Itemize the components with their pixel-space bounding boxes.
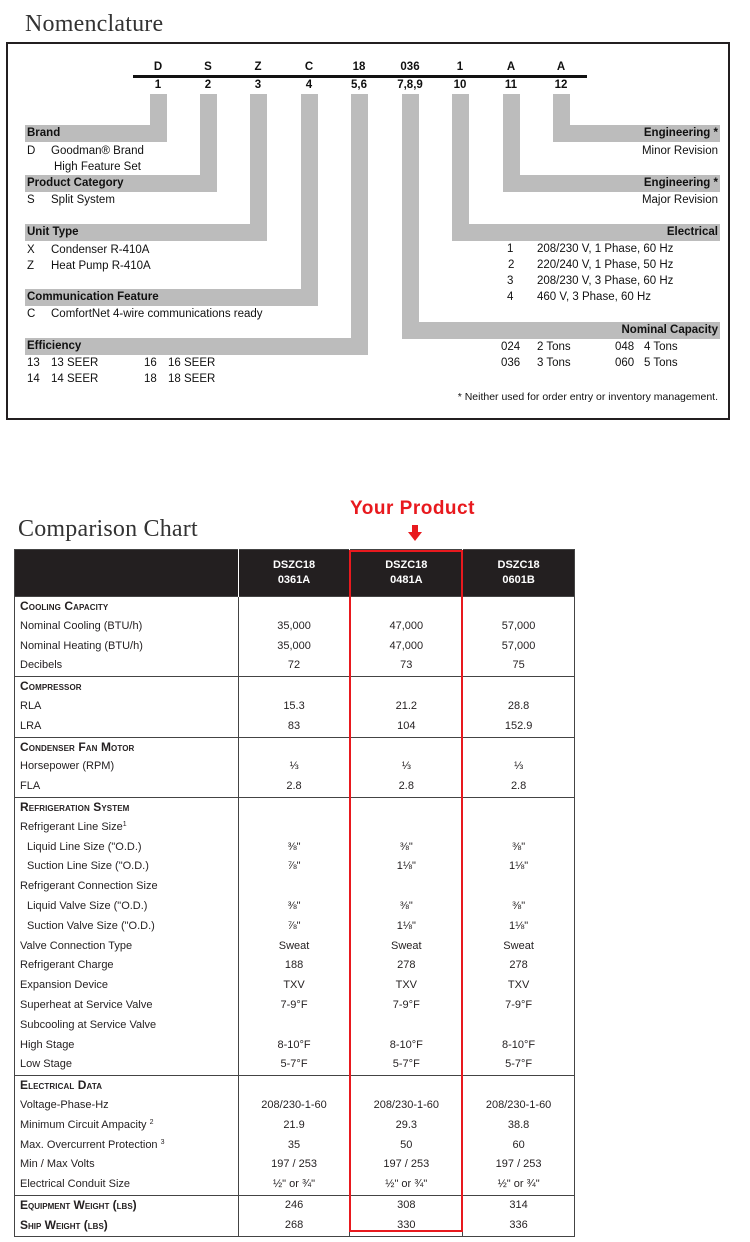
nominal-capacity-label: Nominal Capacity [621,324,718,336]
empty-cell [238,677,350,697]
value-cell [350,1016,463,1036]
code-position: 7,8,9 [397,79,423,91]
code-underline [133,75,587,78]
value-cell: 1⅛" [350,857,463,877]
table-row [15,757,575,777]
row-label-cell [15,777,239,797]
value-cell: 73 [350,656,463,676]
brand-entry [27,143,144,159]
value-cell [238,818,350,838]
row-label-cell [15,1175,239,1195]
value-cell: ⅜" [238,838,350,858]
row-label: Nominal Cooling (BTU/h) [20,619,143,632]
communication-label: Communication Feature [27,291,159,303]
value-cell: 246 [238,1195,350,1215]
table-row [15,956,575,976]
table-row [15,697,575,717]
product-category-label: Product Category [27,177,124,189]
connector-efficiency [351,94,368,355]
value-cell: ½" or ¾" [350,1175,463,1195]
row-label: Suction Line Size ("O.D.) [27,860,149,873]
empty-cell [463,737,575,757]
table-row [15,818,575,838]
table-row [15,1016,575,1036]
table-row [15,777,575,797]
entry-text: Heat Pump R-410A [51,260,151,272]
code-character: A [556,61,566,73]
value-cell: 104 [350,717,463,737]
empty-cell [463,597,575,617]
empty-cell [463,797,575,817]
entry-code: 13 [27,357,40,369]
value-cell: 35 [238,1136,350,1156]
empty-cell [463,677,575,697]
value-cell: 152.9 [463,717,575,737]
row-label: Subcooling at Service Valve [20,1018,157,1031]
empty-cell [463,1076,575,1096]
entry-text: 16 SEER [168,357,216,369]
row-label: LRA [20,719,42,732]
header-blank [15,550,239,597]
efficiency-entry [144,371,215,387]
code-character: 036 [400,61,420,73]
value-cell: ⅜" [350,838,463,858]
code-character: 1 [456,61,464,73]
entry-text: 2 Tons [537,341,571,353]
row-label: Liquid Line Size ("O.D.) [27,840,142,853]
row-label: Decibels [20,659,63,672]
entry-code: 2 [508,259,515,271]
row-label-cell [15,1136,239,1156]
value-cell [463,818,575,838]
value-cell: 208/230-1-60 [238,1096,350,1116]
value-cell [463,1016,575,1036]
footnote-marker: 3 [160,1138,165,1146]
efficiency-label: Efficiency [27,340,82,352]
empty-cell [238,797,350,817]
entry-code: 4 [507,291,514,303]
value-cell: 7-9°F [238,996,350,1016]
value-cell: 208/230-1-60 [350,1096,463,1116]
entry-code: X [27,244,35,256]
electrical-entry [507,273,673,289]
code-character: C [304,61,314,73]
row-label: Liquid Valve Size ("O.D.) [27,899,148,912]
value-cell: 314 [463,1195,575,1215]
entry-text: 208/230 V, 3 Phase, 60 Hz [537,275,674,287]
row-label-cell [15,637,239,657]
value-cell: 278 [350,956,463,976]
value-cell [238,877,350,897]
unit-type-entry [27,242,149,258]
row-label: Refrigerant Charge [20,959,114,972]
row-label: High Stage [20,1038,75,1051]
brand-label: Brand [27,127,61,139]
value-cell: 2.8 [350,777,463,797]
section-title: Condenser Fan Motor [20,739,135,754]
section-title: Electrical Data [20,1078,103,1093]
value-cell: ⅜" [238,897,350,917]
table-row [15,1036,575,1056]
table-row [15,1155,575,1175]
empty-cell [350,677,463,697]
row-label-cell [15,617,239,637]
row-label-cell [15,1155,239,1175]
table-row [15,1136,575,1156]
empty-cell [350,1076,463,1096]
value-cell: 1⅛" [463,857,575,877]
code-position: 1 [154,79,162,91]
value-cell: ⅓ [350,757,463,777]
row-label-cell [15,857,239,877]
row-label-cell [15,1016,239,1036]
entry-code: 14 [27,373,40,385]
value-cell: 72 [238,656,350,676]
entry-code: C [27,308,36,320]
model-header [463,550,575,597]
empty-cell [350,597,463,617]
entry-code: 048 [615,341,635,353]
row-label-cell [15,956,239,976]
table-row [15,857,575,877]
value-cell: ⅓ [238,757,350,777]
value-cell: 278 [463,956,575,976]
table-row [15,1175,575,1195]
value-cell: 2.8 [463,777,575,797]
entry-code: 16 [144,357,157,369]
section-header-row [15,797,575,817]
row-label: Max. Overcurrent Protection [20,1138,158,1151]
entry-text: 208/230 V, 1 Phase, 60 Hz [537,243,674,255]
footnote: * Neither used for order entry or inventory management. [457,391,718,403]
entry-text: 14 SEER [51,373,99,385]
empty-cell [238,597,350,617]
value-cell: 5-7°F [350,1055,463,1075]
table-row [15,1055,575,1075]
engineering-minor-text: Minor Revision [641,145,718,157]
model-line2: 0361A [277,574,311,586]
value-cell: 50 [350,1136,463,1156]
row-label: Refrigerant Line Size [20,820,123,833]
table-header-row [15,550,575,597]
section-title: Cooling Capacity [20,599,109,613]
model-header [238,550,350,597]
capacity-entry [615,355,678,371]
code-character: D [153,61,163,73]
connector-nominal-capacity [402,94,419,339]
table-row [15,976,575,996]
entry-code: 1 [507,243,514,255]
comparison-title: Comparison Chart [18,516,198,542]
value-cell: ⅜" [463,897,575,917]
row-label-cell [15,1036,239,1056]
value-cell: 29.3 [350,1116,463,1136]
entry-text: 460 V, 3 Phase, 60 Hz [537,291,652,303]
table-row [15,617,575,637]
unit-type-label: Unit Type [27,226,79,238]
value-cell: 8-10°F [238,1036,350,1056]
row-label-cell [15,976,239,996]
weight-label: Ship Weight (lbs) [20,1217,108,1232]
value-cell: 75 [463,656,575,676]
entry-text: 220/240 V, 1 Phase, 50 Hz [537,259,674,271]
value-cell: ⅞" [238,857,350,877]
table-section [15,1076,575,1196]
value-cell [350,877,463,897]
capacity-entry [501,339,571,355]
table-row [15,1096,575,1116]
row-label: Min / Max Volts [20,1158,95,1171]
electrical-entry [507,241,673,257]
value-cell: 5-7°F [463,1055,575,1075]
row-label: RLA [20,699,42,712]
electrical-label: Electrical [666,226,718,238]
value-cell: 330 [350,1216,463,1236]
model-line1: DSZC18 [385,559,428,571]
code-position: 11 [504,79,518,91]
value-cell [238,1016,350,1036]
value-cell: 268 [238,1216,350,1236]
entry-text: Split System [51,194,115,206]
value-cell: 35,000 [238,617,350,637]
code-position: 5,6 [351,79,367,91]
row-label: Expansion Device [20,979,109,992]
capacity-entry [501,355,571,371]
value-cell: 57,000 [463,637,575,657]
value-cell: ⅜" [463,838,575,858]
row-label-cell [15,996,239,1016]
value-cell: 1⅛" [350,917,463,937]
code-position: 10 [453,79,467,91]
section-header-row [15,597,575,617]
value-cell: 7-9°F [463,996,575,1016]
value-cell: 7-9°F [350,996,463,1016]
code-position: 4 [305,79,313,91]
value-cell: 21.2 [350,697,463,717]
value-cell: 308 [350,1195,463,1215]
row-label-cell [15,897,239,917]
weight-section [15,1195,575,1215]
table-row [15,996,575,1016]
footnote-marker: 2 [149,1118,154,1126]
connector-unit-type [250,94,267,241]
value-cell: 38.8 [463,1116,575,1136]
connector-electrical [452,94,469,241]
value-cell: 15.3 [238,697,350,717]
row-label-cell [15,917,239,937]
row-label: Horsepower (RPM) [20,760,115,773]
code-position: 3 [254,79,262,91]
table-row [15,1216,575,1236]
your-product-label: Your Product [350,498,475,519]
entry-text: 3 Tons [537,357,571,369]
value-cell: 8-10°F [463,1036,575,1056]
row-label-cell [15,717,239,737]
capacity-entry [615,339,678,355]
row-label: Nominal Heating (BTU/h) [20,639,143,652]
row-label: Voltage-Phase-Hz [20,1098,109,1111]
entry-text: 4 Tons [644,341,678,353]
value-cell: 60 [463,1136,575,1156]
value-cell: TXV [463,976,575,996]
arrow-down-icon [408,525,422,541]
empty-cell [350,797,463,817]
value-cell: 336 [463,1216,575,1236]
nomenclature-title: Nomenclature [25,11,164,37]
comparison-table [14,549,575,1237]
row-label: Minimum Circuit Ampacity [20,1118,147,1131]
efficiency-entry [27,371,98,387]
empty-cell [238,1076,350,1096]
table-row [15,838,575,858]
row-label-cell [15,1055,239,1075]
value-cell: ⅞" [238,917,350,937]
value-cell: 47,000 [350,617,463,637]
connector-communication [301,94,318,306]
section-header-row [15,677,575,697]
value-cell: 197 / 253 [350,1155,463,1175]
row-label: Low Stage [20,1058,72,1071]
value-cell: 2.8 [238,777,350,797]
entry-text: 5 Tons [644,357,678,369]
value-cell: 57,000 [463,617,575,637]
value-cell [463,877,575,897]
entry-text: 18 SEER [168,373,216,385]
row-label: Refrigerant Connection Size [20,880,158,893]
value-cell: 197 / 253 [238,1155,350,1175]
table-section [15,797,575,1075]
value-cell: ⅜" [350,897,463,917]
model-header [350,550,463,597]
value-cell: ⅓ [463,757,575,777]
table-section [15,737,575,797]
value-cell: 35,000 [238,637,350,657]
table-row [15,656,575,676]
entry-code: 060 [615,357,635,369]
value-cell: 188 [238,956,350,976]
row-label-cell [15,697,239,717]
entry-code: 3 [507,275,514,287]
row-label-cell [15,937,239,957]
empty-cell [238,737,350,757]
entry-text: Goodman® Brand [51,145,144,157]
value-cell: 8-10°F [350,1036,463,1056]
section-title: Compressor [20,679,82,694]
table-section [15,677,575,737]
row-label-cell [15,656,239,676]
electrical-entry [507,289,651,305]
row-label: Superheat at Service Valve [20,998,153,1011]
value-cell: ½" or ¾" [238,1175,350,1195]
table-row [15,717,575,737]
table-row [15,917,575,937]
code-character: Z [254,61,262,73]
code-position: 12 [554,79,568,91]
efficiency-entry [144,355,215,371]
model-line1: DSZC18 [272,559,316,571]
code-character: A [506,61,516,73]
value-cell: 83 [238,717,350,737]
value-cell: 28.8 [463,697,575,717]
product-category-entry [27,192,115,208]
value-cell: Sweat [350,937,463,957]
entry-code: Z [27,260,35,272]
entry-code: 18 [144,373,157,385]
row-label-cell [15,1096,239,1116]
table-row [15,877,575,897]
value-cell [350,818,463,838]
value-cell: 1⅛" [463,917,575,937]
value-cell: 197 / 253 [463,1155,575,1175]
weight-label: Equipment Weight (lbs) [20,1197,137,1212]
row-label: Valve Connection Type [20,939,133,952]
value-cell: TXV [350,976,463,996]
row-label: Electrical Conduit Size [20,1178,131,1191]
entry-text: ComfortNet 4-wire communications ready [51,308,263,320]
value-cell: 208/230-1-60 [463,1096,575,1116]
row-label-cell [15,838,239,858]
value-cell: 5-7°F [238,1055,350,1075]
value-cell: Sweat [463,937,575,957]
footnote-marker: 1 [122,820,127,828]
table-row [15,1116,575,1136]
model-line2: 0601B [502,574,535,586]
value-cell: 21.9 [238,1116,350,1136]
table-row [15,637,575,657]
entry-code: 036 [501,357,521,369]
engineering-major-text: Major Revision [641,194,718,206]
table-section [15,597,575,677]
empty-cell [350,737,463,757]
entry-text: 13 SEER [51,357,99,369]
model-line2: 0481A [390,574,423,586]
engineering-major-label: Engineering * [643,177,718,189]
table-row [15,937,575,957]
value-cell: 47,000 [350,637,463,657]
entry-code: D [27,145,36,157]
weight-section [15,1216,575,1236]
code-character: S [204,61,212,73]
row-label: Suction Valve Size ("O.D.) [27,919,155,932]
section-header-row [15,737,575,757]
unit-type-entry [27,258,151,274]
row-label-cell [15,877,239,897]
brand-extra: High Feature Set [54,161,141,173]
code-character: 18 [352,61,366,73]
section-header-row [15,1076,575,1096]
value-cell: ½" or ¾" [463,1175,575,1195]
code-position: 2 [204,79,212,91]
model-line1: DSZC18 [497,559,540,571]
engineering-minor-label: Engineering * [643,127,718,139]
row-label-cell [15,1116,239,1136]
row-label: FLA [20,780,41,793]
electrical-entry [508,257,673,273]
row-label-cell [15,818,239,838]
section-title: Refrigeration System [20,799,130,814]
entry-text: Condenser R-410A [51,244,150,256]
table-row [15,1195,575,1215]
entry-code: 024 [501,341,521,353]
entry-code: S [27,194,35,206]
efficiency-entry [27,355,98,371]
communication-entry [27,306,263,322]
row-label-cell [15,757,239,777]
value-cell: TXV [238,976,350,996]
table-row [15,897,575,917]
value-cell: Sweat [238,937,350,957]
